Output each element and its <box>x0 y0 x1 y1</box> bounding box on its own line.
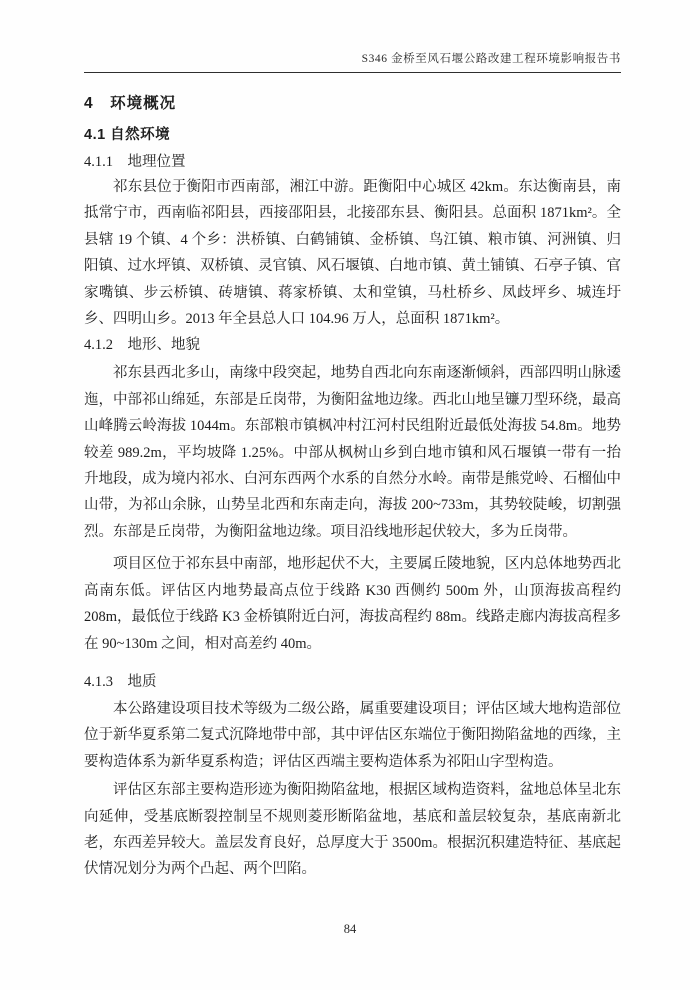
page-footer <box>0 922 700 937</box>
chapter-heading: 4 环境概况 <box>84 95 177 112</box>
page-number: 84 <box>343 922 357 936</box>
subsection-heading-terrain-landform: 4.1.2 地形、地貌 <box>84 337 200 354</box>
subsection-heading-geology: 4.1.3 地质 <box>84 673 157 690</box>
paragraph-terrain-overview: 祁东县西北多山，南缘中段突起，地势自西北向东南逐渐倾斜，西部四明山脉逶迤，中部祁山绵延，东部是丘岗带，为衡阳盆地边缘。西北山地呈镰刀型环绕，最高山峰腾云岭海拔 1044m。东部粮市镇枫冲村江河村民组附近最低处海拔 54.8m。地势较差 989.2m，平均坡降 1.25%。中部从枫树山乡到白地市镇和风石堰镇一带有一抬升地段，成为境内祁水、白河东西两个水系的自然分水岭。南带是熊党岭、石榴仙中山带，为祁山余脉，山势呈北西和东南走向，海拔 200~733m，其势较陡峻，切割强烈。东部是丘岗带，为衡阳盆地边缘。项目沿线地形起伏较大，多为丘岗带。 <box>84 365 621 540</box>
subsection-heading-geographic-location: 4.1.1 地理位置 <box>84 154 186 170</box>
paragraph-geographic-location: 祁东县位于衡阳市西南部，湘江中游。距衡阳中心城区 42km。东达衡南县，南抵常宁市，西南临祁阳县，西接邵阳县，北接邵东县、衡阳县。总面积 1871km²。全县辖 19 个镇、4 个乡：洪桥镇、白鹤铺镇、金桥镇、鸟江镇、粮市镇、河洲镇、归阳镇、过水坪镇、双桥镇、灵官镇、风石堰镇、白地市镇、黄土铺镇、石亭子镇、官家嘴镇、步云桥镇、砖塘镇、蒋家桥镇、太和堂镇，马杜桥乡、凤歧坪乡、城连圩乡、四明山乡。2013 年全县总人口 104.96 万人，总面积 1871km²。 <box>84 179 621 328</box>
paragraph-geology-overview: 本公路建设项目技术等级为二级公路，属重要建设项目；评估区域大地构造部位位于新华夏系第二复式沉降地带中部，其中评估区东端位于衡阳拗陷盆地的西缘，主要构造体系为新华夏系构造；评估区西端主要构造体系为祁阳山字型构造。 <box>84 700 621 770</box>
paragraph-project-area-terrain: 项目区位于祁东县中南部，地形起伏不大，主要属丘陵地貌，区内总体地势西北高南东低。评估区内地势最高点位于线路 K30 西侧约 500m 外，山顶海拔高程约 208m，最低位于线路 K3 金桥镇附近白河，海拔高程约 88m。线路走廊内海拔高程多在 90~130m 之间，相对高差约 40m。 <box>84 556 621 652</box>
header-title: S346 金桥至风石堰公路改建工程环境影响报告书 <box>361 53 621 65</box>
section-heading: 4.1 自然环境 <box>84 127 171 143</box>
page-header <box>84 50 621 73</box>
document-body <box>84 73 621 883</box>
paragraph-geology-basin: 评估区东部主要构造形迹为衡阳拗陷盆地，根据区域构造资料，盆地总体呈北东向延伸，受基底断裂控制呈不规则菱形断陷盆地，基底和盖层较复杂，基底南新北老，东西差异较大。盖层发育良好，总厚度大于 3500m。根据沉积建造特征、基底起伏情况划分为两个凸起、两个凹陷。 <box>84 782 621 878</box>
